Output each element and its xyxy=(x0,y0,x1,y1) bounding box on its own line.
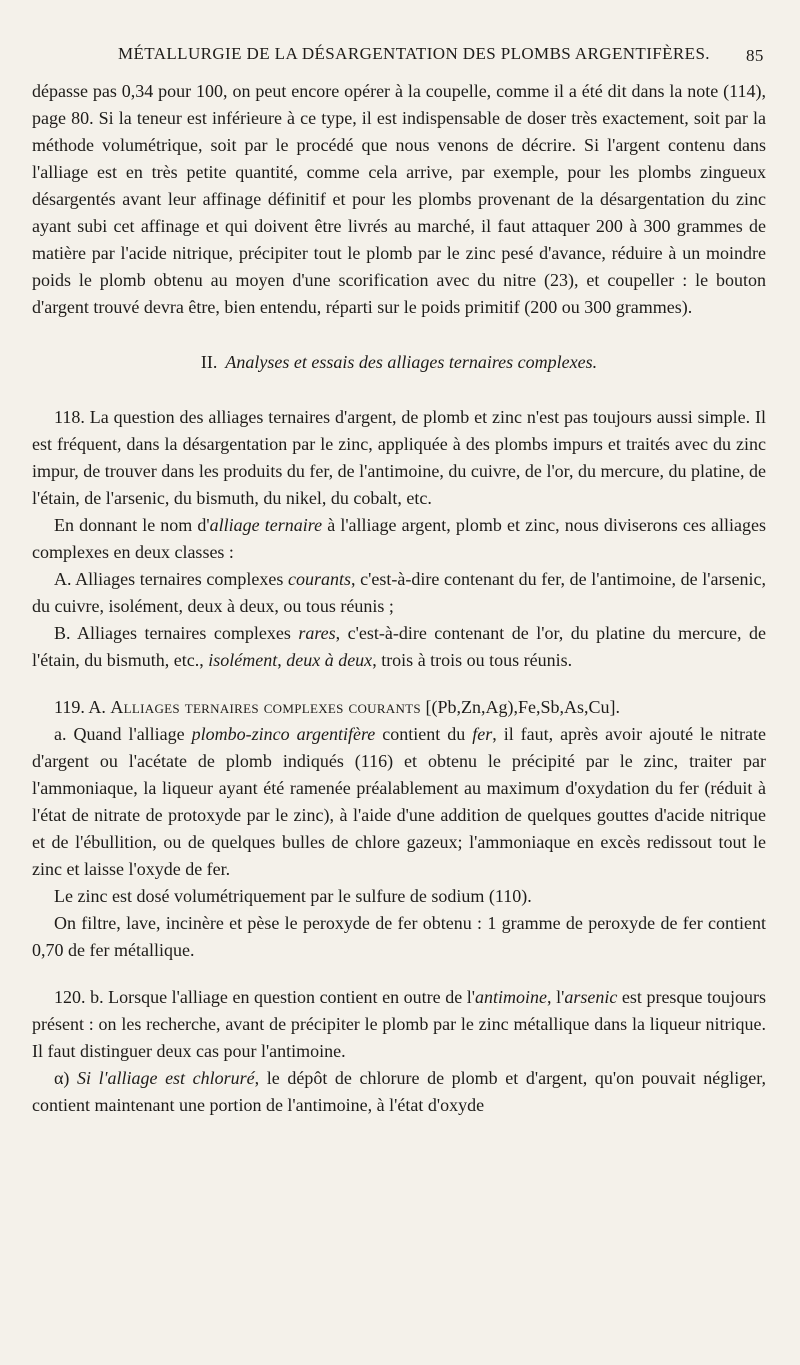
paragraph-class-b xyxy=(32,620,766,674)
section-number: II. xyxy=(200,352,218,372)
text-run: 120. b. Lorsque l'alliage en question contient en outre de l' xyxy=(54,987,476,1007)
paragraph-alpha xyxy=(32,1065,766,1119)
running-header xyxy=(0,44,800,74)
paragraph-119-a xyxy=(32,721,766,883)
text-run: contient du xyxy=(375,724,473,744)
text-run: , le dépôt de chlorure de plomb et d'argent, qu'on pouvait négliger, contient maintenant une portion de l'antimoine, à l'état d'oxyde xyxy=(32,1068,766,1115)
text-run: , trois à trois ou tous réunis. xyxy=(372,650,573,670)
smallcaps-heading: Alliages ternaires complexes courants xyxy=(110,697,421,717)
text-run: , xyxy=(277,650,287,670)
text-run: , c'est-à-dire contenant de l'or, du platine du mercure, de l'étain, du bismuth, etc., xyxy=(32,623,767,670)
italic-term: fer xyxy=(472,724,493,744)
italic-term: rares xyxy=(298,623,336,643)
formula: [(Pb,Zn,Ag),Fe,Sb,As,Cu]. xyxy=(420,697,620,717)
text-run: , il faut, après avoir ajouté le nitrate d'argent ou l'acétate de plomb indiqués (116) et obtenu le précipité par le zinc, traiter par l'ammoniaque, la liqueur ayant été ramenée préalablement au maximum d'oxydation du fer (réduit à l'état de nitrate de protoxyde par le zinc), à l'aide d'une addition de quelques gouttes d'acide nitrique et de l'ébullition, ou de quelques bulles de chlore gazeux; l'ammoniaque en excès redissout tout le zinc et laisse l'oxyde de fer. xyxy=(32,724,766,879)
text-run: , l' xyxy=(547,987,565,1007)
italic-term: antimoine xyxy=(475,987,548,1007)
italic-term: alliage ternaire xyxy=(209,515,323,535)
text-run: B. Alliages ternaires complexes xyxy=(54,623,299,643)
paragraph-120 xyxy=(32,984,766,1065)
page-number: 85 xyxy=(746,46,764,65)
page-body xyxy=(32,78,766,1119)
italic-term: courants xyxy=(288,569,352,589)
paragraph-zinc: Le zinc est dosé volumétriquement par le sulfure de sodium (110). xyxy=(54,886,532,906)
text-run: à l'alliage argent, plomb et zinc, nous diviserons ces alliages complexes en deux classes : xyxy=(32,515,766,562)
paragraph-class-a xyxy=(32,566,766,620)
text-run: En donnant le nom d' xyxy=(54,515,210,535)
text-run: A. Alliages ternaires complexes xyxy=(54,569,289,589)
paragraph-filtre: On filtre, lave, incinère et pèse le peroxyde de fer obtenu : 1 gramme de peroxyde de fer contient 0,70 de fer métallique. xyxy=(32,913,766,960)
text-run: 119. A. xyxy=(54,697,111,717)
text-run: est presque toujours présent : on les recherche, avant de précipiter le plomb par le zinc métallique dans la liqueur nitrique. Il faut distinguer deux cas pour l'antimoine. xyxy=(32,987,766,1061)
header-title: MÉTALLURGIE DE LA DÉSARGENTATION DES PLOMBS ARGENTIFÈRES. xyxy=(118,44,710,63)
section-title: Analyses et essais des alliages ternaires complexes. xyxy=(225,352,598,372)
paragraph-intro: dépasse pas 0,34 pour 100, on peut encore opérer à la coupelle, comme il a été dit dans la note (114), page 80. Si la teneur est inférieure à ce type, il est indispensable de doser très exactement, soit par la méthode volumétrique, soit par le procédé que nous venons de décrire. Si l'argent contenu dans l'alliage est en très petite quantité, comme cela arrive, par exemple, pour les plombs zingueux désargentés avant leur affinage définitif et pour les plombs provenant de la désargentation du zinc ayant subi cet affinage et qui doivent être livrés au marché, il faut attaquer 200 à 300 grammes de matière par l'acide nitrique, précipiter tout le plomb par le zinc pesé d'avance, réduire à un moindre poids le plomb obtenu au moyen d'une scorification avec du nitre (23), et coupeller : le bouton d'argent trouvé devra être, bien entendu, réparti sur le poids primitif (200 ou 300 grammes). xyxy=(32,81,766,317)
italic-term: isolément xyxy=(208,650,278,670)
italic-term: arsenic xyxy=(564,987,618,1007)
italic-term: plombo-zinco argentifère xyxy=(191,724,376,744)
section-heading xyxy=(32,349,766,376)
italic-term: deux à deux xyxy=(286,650,373,670)
text-run: α) xyxy=(54,1068,78,1088)
paragraph-119-heading xyxy=(32,694,766,721)
italic-term: Si l'alliage est chloruré xyxy=(77,1068,255,1088)
paragraph-118: 118. La question des alliages ternaires d'argent, de plomb et zinc n'est pas toujours aussi simple. Il est fréquent, dans la désargentation par le zinc, appliquée à des plombs impurs et traités avec du zinc impur, de trouver dans les produits du fer, de l'antimoine, du cuivre, de l'or, du mercure, du platine, de l'étain, de l'arsenic, du bismuth, du nikel, du cobalt, etc. xyxy=(32,407,766,508)
paragraph-nom xyxy=(32,512,766,566)
text-run: a. Quand l'alliage xyxy=(54,724,192,744)
text-run: , c'est-à-dire contenant du fer, de l'antimoine, de l'arsenic, du cuivre, isolément, deux à deux, ou tous réunis ; xyxy=(32,569,766,616)
